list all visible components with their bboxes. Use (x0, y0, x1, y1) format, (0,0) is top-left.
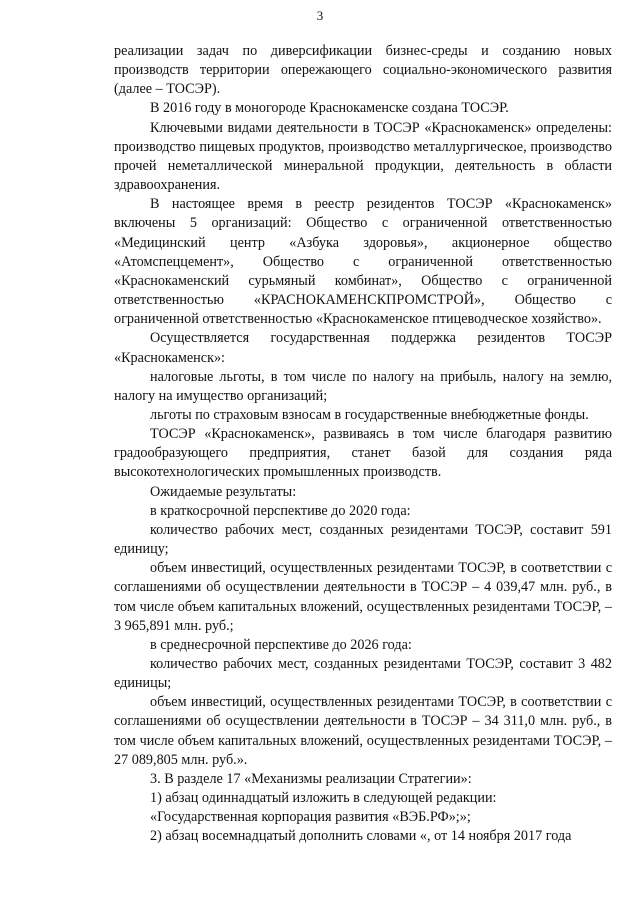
paragraph: объем инвестиций, осуществленных резидентами ТОСЭР, в соответствии с соглашениями об осуществлении деятельности в ТОСЭР – 34 311,0 млн. руб., в том числе объем капитальных вложений, осуществленных резидентами ТОСЭР, – 27 089,805 млн. руб.». (114, 694, 612, 768)
paragraph: количество рабочих мест, созданных резидентами ТОСЭР, составит 3 482 единицы; (114, 656, 612, 692)
paragraph: «Государственная корпорация развития «ВЭБ.РФ»;»; (150, 809, 471, 826)
paragraph: реализации задач по диверсификации бизнес-среды и созданию новых производств территории опережающего социально-экономического развития (далее – ТОСЭР). (114, 43, 612, 98)
document-body (114, 42, 612, 847)
paragraph: объем инвестиций, осуществленных резидентами ТОСЭР, в соответствии с соглашениями об осуществлении деятельности в ТОСЭР – 4 039,47 млн. руб., в том числе объем капитальных вложений, осуществленных резидентами ТОСЭР, – 3 965,891 млн. руб.; (114, 560, 612, 634)
paragraph: Осуществляется государственная поддержка резидентов ТОСЭР «Краснокаменск»: (114, 330, 612, 366)
paragraph: 2) абзац восемнадцатый дополнить словами «, от 14 ноября 2017 года (150, 828, 572, 845)
paragraph: в краткосрочной перспективе до 2020 года: (150, 502, 411, 519)
paragraph: льготы по страховым взносам в государственные внебюджетные фонды. (150, 406, 589, 423)
paragraph: Ключевыми видами деятельности в ТОСЭР «Краснокаменск» определены: производство пищевых продуктов, производство металлургическое, производство прочей неметаллической минеральной продукции, деятельность в области здравоохранения. (114, 119, 612, 194)
paragraph: 3. В разделе 17 «Механизмы реализации Стратегии»: (150, 770, 472, 787)
paragraph: в среднесрочной перспективе до 2026 года: (150, 636, 412, 653)
paragraph: налоговые льготы, в том числе по налогу на прибыль, налогу на землю, налогу на имущество организаций; (114, 368, 612, 404)
paragraph: В настоящее время в реестр резидентов ТОСЭР «Краснокаменск» включены 5 организаций: Общество с ограниченной ответственностью «Медицинский центр «Азбука здоровья», акционерное общество «Атомспеццемент», Общество с ограниченной ответственностью «Краснокаменский сурьмяный комбинат», Общество с ограниченной ответственностью «КРАСНОКАМЕНСКПРОМСТРОЙ», Общество с ограниченной ответственностью «Краснокаменское птицеводческое хозяйство». (114, 196, 612, 328)
paragraph: В 2016 году в моногороде Краснокаменске создана ТОСЭР. (150, 100, 509, 117)
paragraph: количество рабочих мест, созданных резидентами ТОСЭР, составит 591 единицу; (114, 521, 612, 558)
paragraph: 1) абзац одиннадцатый изложить в следующей редакции: (150, 790, 497, 807)
paragraph: ТОСЭР «Краснокаменск», развиваясь в том числе благодаря развитию градообразующего предприятия, станет базой для создания ряда высокотехнологических промышленных производств. (114, 426, 612, 481)
paragraph: Ожидаемые результаты: (150, 483, 297, 500)
page-number: 3 (316, 8, 324, 23)
